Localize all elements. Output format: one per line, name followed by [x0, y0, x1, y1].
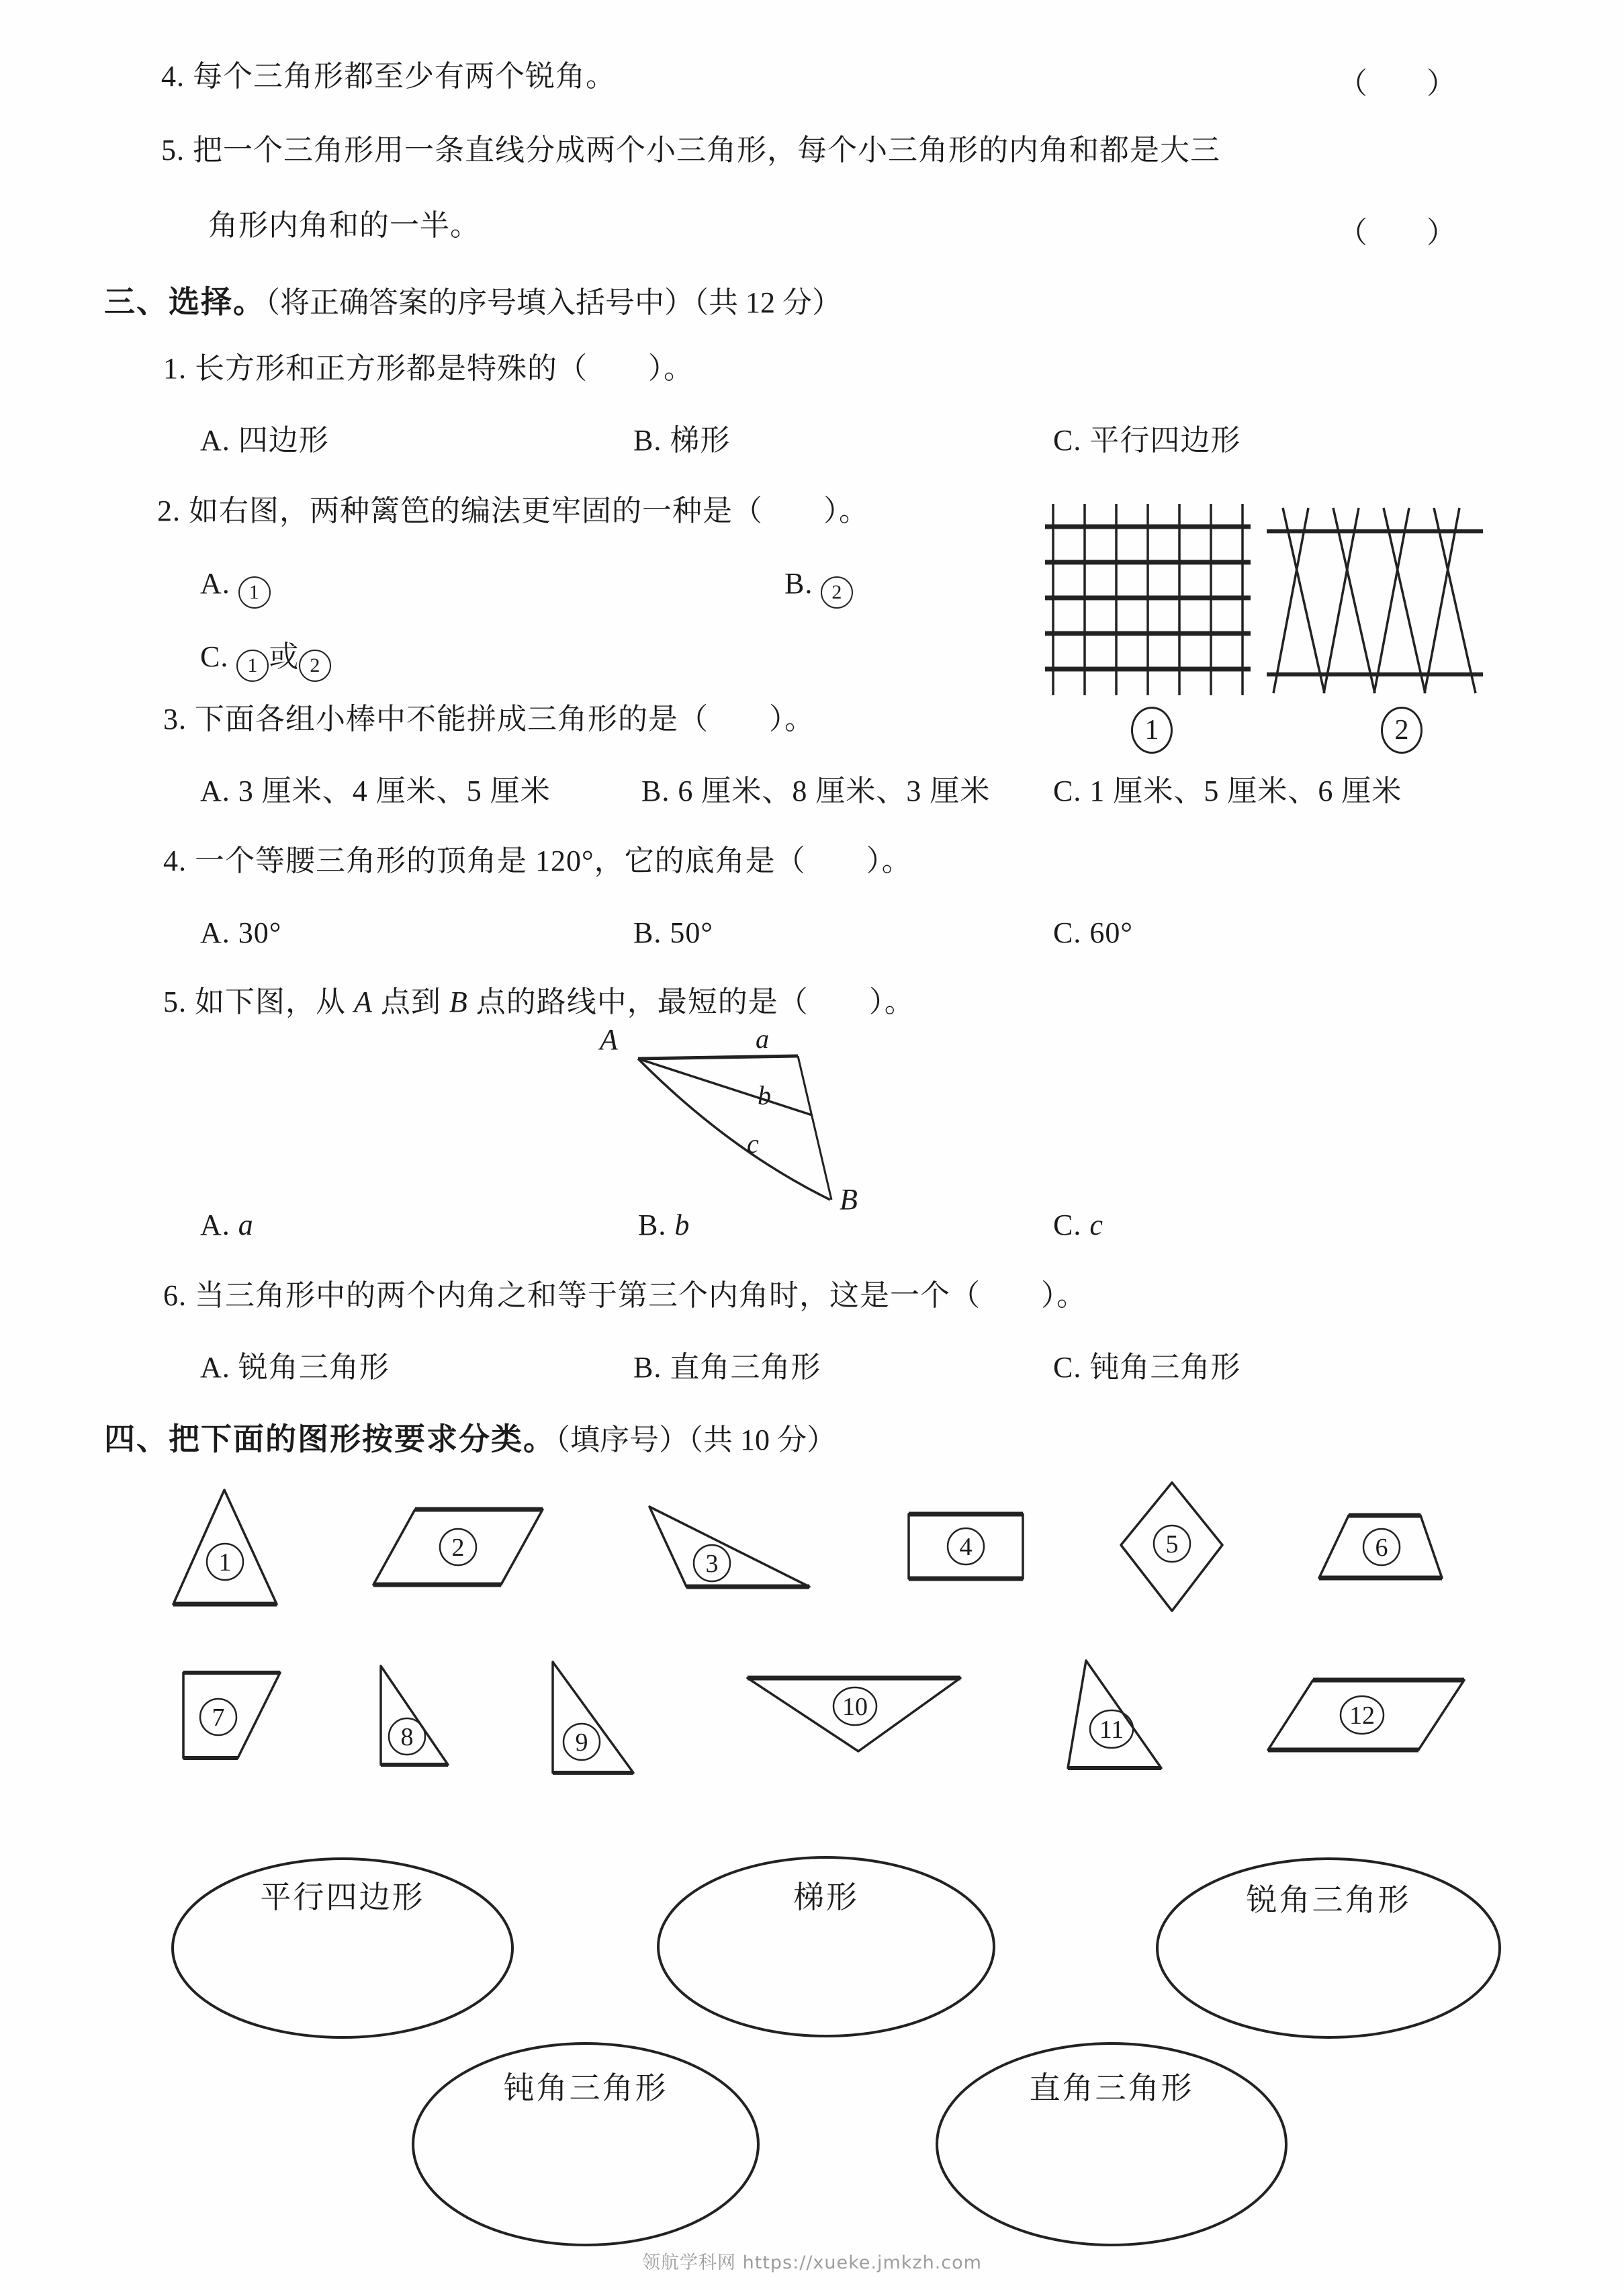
- fence-lattice-figure: [1267, 508, 1483, 693]
- fence-grid-figure: [1045, 504, 1251, 695]
- q6-option-c: C. 钝角三角形: [1053, 1351, 1241, 1384]
- q4-option-b: B. 50°: [633, 916, 713, 949]
- route-a-label: a: [756, 1024, 769, 1054]
- q2-option-c: C. 1 或 2: [200, 640, 331, 682]
- circled-1: 1: [236, 650, 269, 682]
- section-3-subtitle: （将正确答案的序号填入括号中）（共 12 分）: [265, 286, 842, 319]
- ellipse-right-triangle: [937, 2043, 1286, 2245]
- q6-option-a: A. 锐角三角形: [200, 1351, 390, 1384]
- q2-option-a: A. 1: [200, 566, 271, 609]
- category-parallelogram-label: 平行四边形: [260, 1880, 425, 1914]
- svg-text:9: 9: [575, 1728, 588, 1757]
- shape-8-right-triangle: [381, 1666, 448, 1765]
- svg-text:8: 8: [400, 1723, 414, 1751]
- circled-2: 2: [299, 650, 331, 682]
- judge-item-5-answer-bracket: （ ）: [1338, 216, 1456, 249]
- q2-option-b: B. 2: [784, 566, 853, 609]
- shape-9-right-triangle: [553, 1662, 633, 1773]
- shape-7-right-trapezoid: [183, 1673, 280, 1758]
- fence-1-label: 1: [1131, 707, 1173, 754]
- q5-option-b: B. b: [638, 1208, 690, 1241]
- ellipse-trapezoid: [658, 1857, 994, 2036]
- svg-text:1: 1: [218, 1548, 232, 1577]
- question-1: 1. 长方形和正方形都是特殊的（ ）。: [163, 352, 694, 385]
- circled-1: 1: [238, 576, 271, 609]
- svg-text:6: 6: [1375, 1534, 1388, 1562]
- question-2: 2. 如右图，两种篱笆的编法更牢固的一种是（ ）。: [157, 494, 869, 527]
- route-b-label: b: [758, 1080, 771, 1110]
- svg-text:7: 7: [212, 1704, 225, 1732]
- q3-option-b: B. 6 厘米、8 厘米、3 厘米: [641, 775, 991, 807]
- point-b-label: B: [840, 1183, 858, 1216]
- q3-option-a: A. 3 厘米、4 厘米、5 厘米: [200, 775, 551, 807]
- question-5: 5. 如下图，从 A 点到 B 点的路线中，最短的是（ ）。: [163, 985, 915, 1018]
- judge-item-4: 4. 每个三角形都至少有两个锐角。: [161, 60, 616, 93]
- judge-item-5-line1: 5. 把一个三角形用一条直线分成两个小三角形，每个小三角形的内角和都是大三: [161, 134, 1220, 167]
- svg-text:5: 5: [1165, 1530, 1179, 1558]
- svg-text:3: 3: [705, 1550, 719, 1578]
- q5-option-a: A. a: [200, 1208, 254, 1241]
- category-acute-triangle-label: 锐角三角形: [1246, 1883, 1411, 1917]
- ellipse-parallelogram: [173, 1859, 512, 2037]
- category-trapezoid-label: 梯形: [793, 1880, 859, 1914]
- category-obtuse-triangle-label: 钝角三角形: [503, 2071, 668, 2105]
- svg-text:2: 2: [451, 1534, 465, 1562]
- shape-3-obtuse-triangle: [649, 1507, 809, 1587]
- watermark-footer: 领航学科网 https://xueke.jmkzh.com: [642, 2252, 982, 2273]
- circled-2: 2: [821, 576, 853, 609]
- section-4-subtitle: （填序号）（共 10 分）: [555, 1423, 836, 1456]
- question-4: 4. 一个等腰三角形的顶角是 120°，它的底角是（ ）。: [163, 844, 912, 877]
- category-right-triangle-label: 直角三角形: [1029, 2071, 1194, 2105]
- point-a-label: A: [600, 1023, 618, 1056]
- shape-1-acute-triangle: [173, 1490, 277, 1604]
- q4-option-a: A. 30°: [200, 916, 282, 949]
- section-3-title: 三、选择。: [104, 283, 265, 320]
- judge-item-4-answer-bracket: （ ）: [1338, 67, 1456, 100]
- ellipse-obtuse-triangle: [413, 2043, 758, 2245]
- fence-2-label: 2: [1381, 707, 1423, 754]
- svg-text:10: 10: [842, 1693, 868, 1721]
- route-c-label: c: [747, 1129, 759, 1159]
- ellipse-acute-triangle: [1157, 1859, 1500, 2037]
- q1-option-c: C. 平行四边形: [1053, 424, 1241, 457]
- q5-option-c: C. c: [1053, 1208, 1103, 1241]
- q1-option-a: A. 四边形: [200, 424, 329, 457]
- question-6: 6. 当三角形中的两个内角之和等于第三个内角时，这是一个（ ）。: [163, 1279, 1087, 1312]
- svg-text:4: 4: [959, 1533, 973, 1561]
- q6-option-b: B. 直角三角形: [633, 1351, 821, 1384]
- shape-11-acute-triangle: [1068, 1661, 1161, 1768]
- question-3: 3. 下面各组小棒中不能拼成三角形的是（ ）。: [163, 703, 815, 736]
- q3-option-c: C. 1 厘米、5 厘米、6 厘米: [1053, 775, 1402, 807]
- judge-item-5-line2: 角形内角和的一半。: [208, 209, 480, 242]
- svg-text:12: 12: [1349, 1702, 1375, 1730]
- svg-text:11: 11: [1099, 1716, 1124, 1744]
- section-4-title: 四、把下面的图形按要求分类。: [104, 1421, 555, 1457]
- q4-option-c: C. 60°: [1053, 916, 1133, 949]
- routes-a-b-figure: [598, 1023, 858, 1216]
- q1-option-b: B. 梯形: [633, 424, 731, 457]
